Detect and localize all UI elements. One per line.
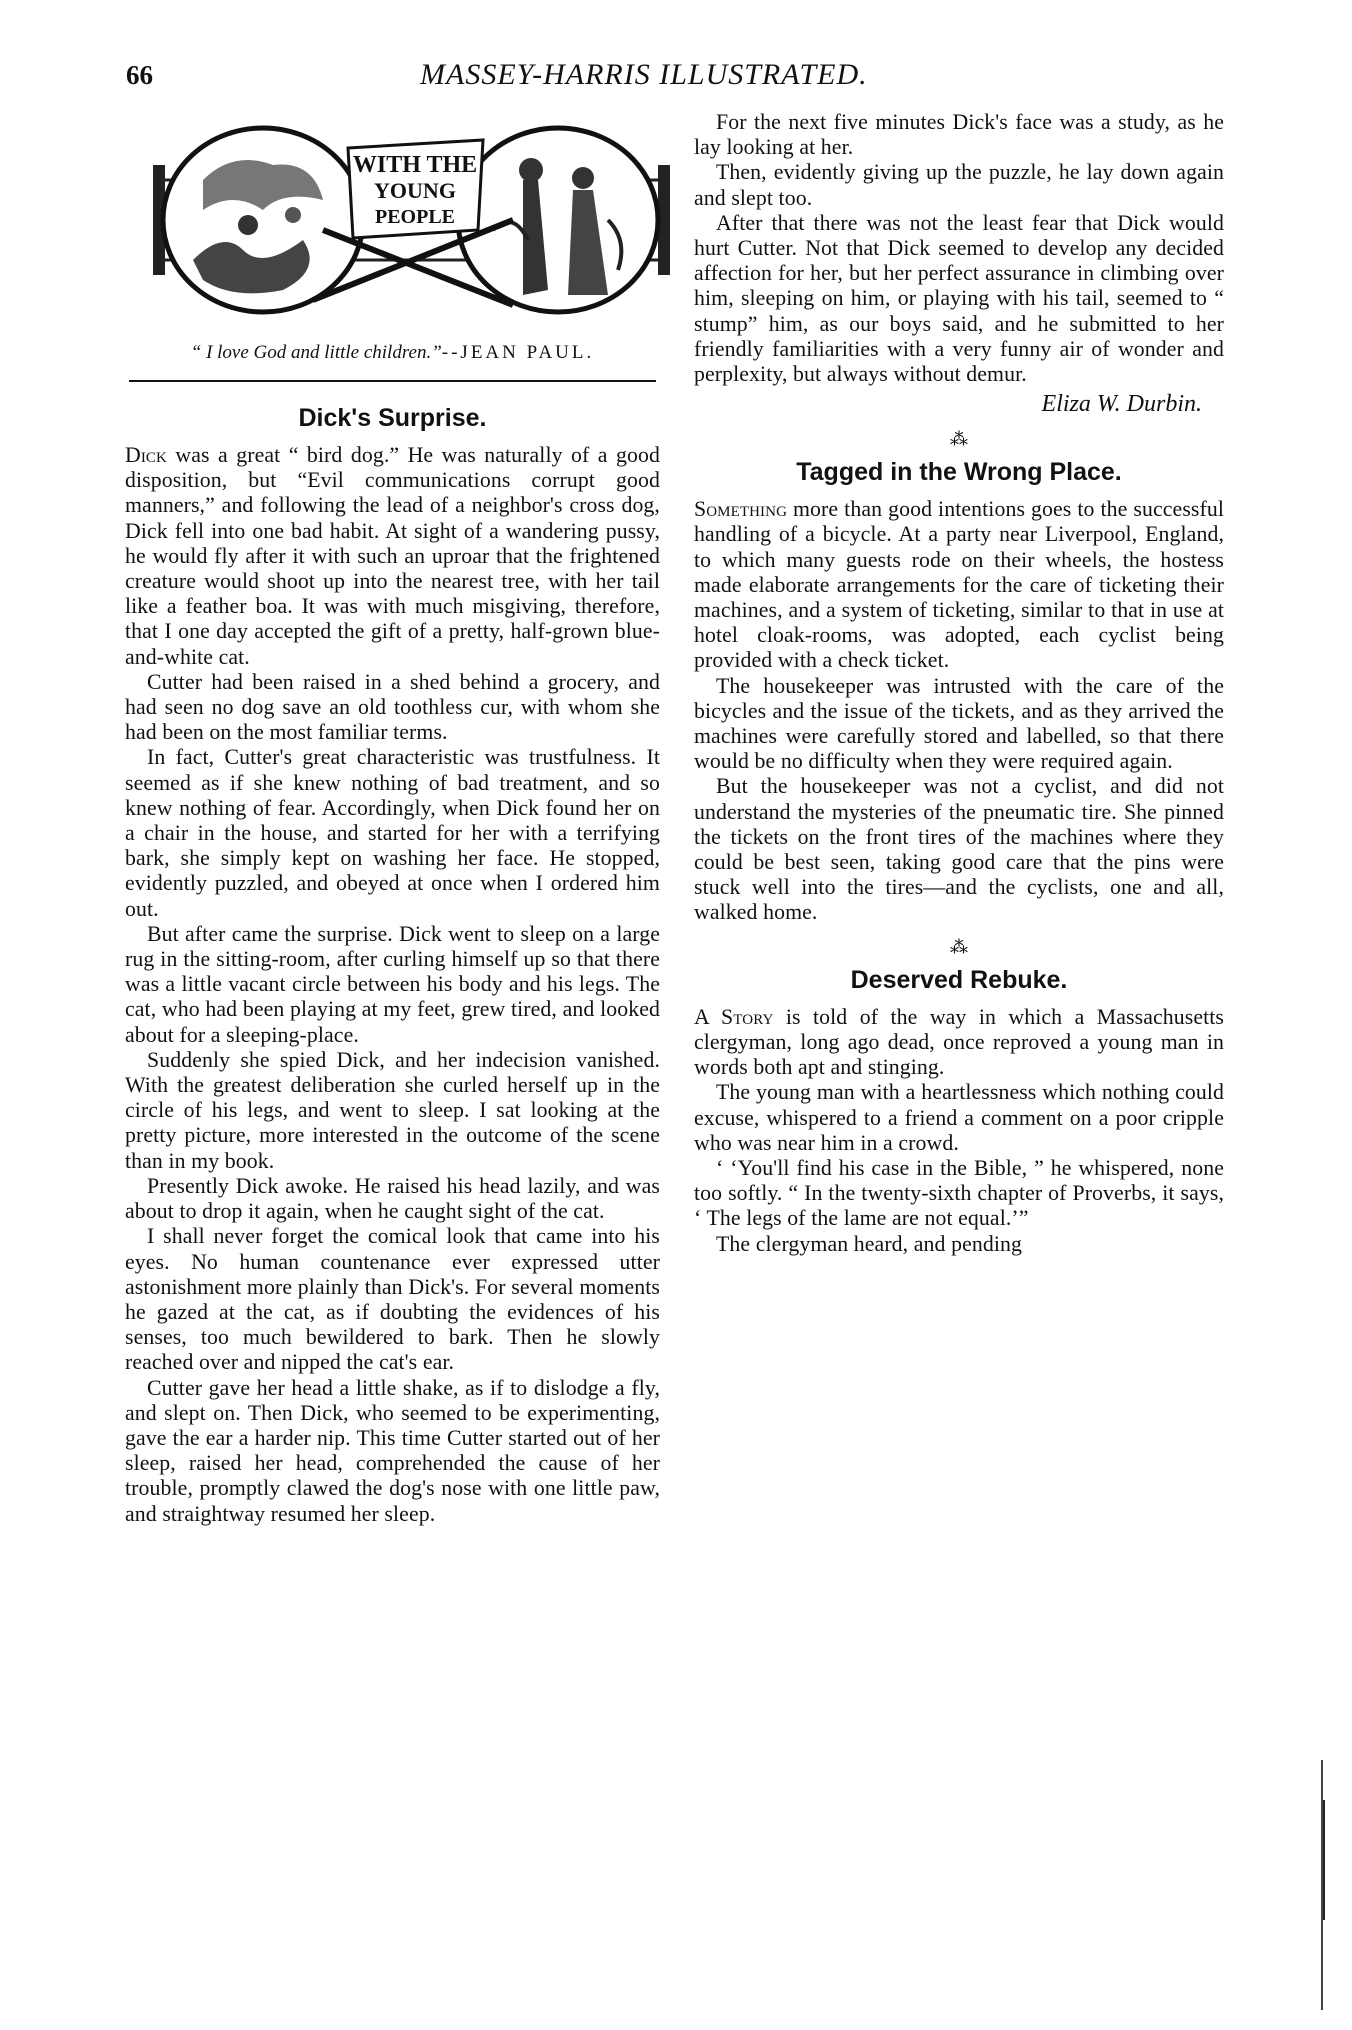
- article-paragraph: The young man with a heartlessness which nothing could excuse, whispered to a friend a comment on a poor cripple who was near him in a crowd.: [694, 1080, 1224, 1155]
- article-paragraph: In fact, Cutter's great characteristic was trustfulness. It seemed as if she knew nothing of bad treatment, and so knew nothing of fear. Accordingly, when Dick found her on a chair in the house, and started for her with a terrifying bark, she simply kept on washing her face. He stopped, evidently puzzled, and obeyed at once when I ordered him out.: [125, 745, 660, 921]
- article-title-dicks-surprise: Dick's Surprise.: [298, 404, 487, 432]
- section-rule: [129, 380, 656, 382]
- article-paragraph: Something more than good intentions goes to the successful handling of a bicycle. At a party near Liverpool, England, to which many guests rode on their wheels, the hostess made elaborate arrangements for the care of ticketing their machines, and a system of ticketing, similar to that in use at hotel cloak-rooms, was adopted, each cyclist being provided with a check ticket.: [694, 497, 1224, 673]
- banner-line-2: YOUNG: [374, 178, 456, 203]
- article-paragraph: But the housekeeper was not a cyclist, and did not understand the mysteries of the pneumatic tire. She pinned the tickets on the front tires of the machines where they could be best seen, taking good care that the pins were stuck well into the tires—and the cyclists, one and all, walked home.: [694, 774, 1224, 925]
- article-paragraph: Cutter had been raised in a shed behind a grocery, and had seen no dog save an old toothless cur, with whom she had been on the most familiar terms.: [125, 669, 660, 745]
- right-column: [694, 110, 1224, 1257]
- epigraph-author: --JEAN PAUL.: [441, 342, 595, 363]
- page-number: 66: [126, 60, 153, 90]
- article-paragraph: The clergyman heard, and pending: [716, 1231, 1023, 1256]
- article-paragraph: A Story is told of the way in which a Massachusetts clergyman, long ago dead, once reproved a young man in words both apt and stinging.: [694, 1004, 1225, 1080]
- left-column: [125, 110, 660, 1527]
- running-head: MASSEY-HARRIS ILLUSTRATED.: [420, 58, 868, 91]
- article-paragraph: After that there was not the least fear that Dick would hurt Cutter. Not that Dick seemed to develop any decided affection for her, but her perfect assurance in climbing over him, sleeping on him, or playing with his tail, seemed to “ stump” him, as our boys said, and he submitted to her friendly familiarities with a very funny air of wonder and perplexity, but always without demur.: [694, 210, 1224, 387]
- banner-illustration: [153, 120, 673, 320]
- epigraph-quote: “ I love God and little children.”: [190, 342, 442, 363]
- lead-word: Dick: [125, 443, 167, 467]
- banner-line-3: PEOPLE: [374, 206, 456, 228]
- epigraph: [125, 342, 660, 364]
- article-paragraph: Presently Dick awoke. He raised his head lazily, and was about to drop it again, when he caught sight of the cat.: [125, 1173, 660, 1224]
- author-signature: Eliza W. Durbin.: [1041, 391, 1202, 418]
- article-paragraph: Dick was a great “ bird dog.” He was naturally of a good disposition, but “Evil communications corrupt good manners,” and following the lead of a neighbor's cross dog, Dick fell into one bad habit. At sight of a wandering pussy, he would fly after it with such an uproar that the frightened creature would shoot up into the nearest tree, with her tail like a feather boa. It was with much misgiving, therefore, that I one day accepted the gift of a pretty, half-grown blue-and-white cat.: [125, 443, 660, 669]
- article-paragraph: The housekeeper was intrusted with the care of the bicycles and the issue of the tickets, and as they arrived the machines were carefully stored and labelled, so that there would be no difficulty when they were required again.: [694, 673, 1224, 774]
- scan-edge-mark: [1320, 1760, 1326, 2010]
- article-paragraph: Cutter gave her head a little shake, as if to dislodge a fly, and slept on. Then Dick, who seemed to be experimenting, gave the ear a harder nip. This time Cutter started out of her sleep, raised her head, comprehended the cause of her trouble, promptly clawed the dog's nose with one little paw, and straightway resumed her sleep.: [125, 1375, 660, 1526]
- article-paragraph: ‘ ‘You'll find his case in the Bible, ” he whispered, none too softly. “ In the twenty-sixth chapter of Proverbs, it says, ‘ The legs of the lame are not equal.’”: [694, 1155, 1224, 1231]
- banner-line-1: WITH THE: [352, 152, 478, 178]
- section-asterism: ⁂: [950, 936, 968, 958]
- article-paragraph: For the next five minutes Dick's face was a study, as he lay looking at her.: [694, 110, 1224, 160]
- article-paragraph: I shall never forget the comical look that came into his eyes. No human countenance ever expressed utter astonishment more plainly than Dick's. For several moments he gazed at the cat, as if doubting the evidences of his senses, too much bewildered to bark. Then he slowly reached over and nipped the cat's ear.: [125, 1224, 660, 1375]
- article-paragraph: But after came the surprise. Dick went to sleep on a large rug in the sitting-room, after curling himself up so that there was a little vacant circle between his body and his legs. The cat, who had been playing at my feet, grew tired, and looked about for a sleeping-place.: [125, 921, 660, 1047]
- article-title-deserved-rebuke: Deserved Rebuke.: [850, 965, 1068, 994]
- section-asterism: ⁂: [950, 429, 968, 451]
- lead-word: Something: [694, 497, 788, 522]
- article-paragraph: Suddenly she spied Dick, and her indecision vanished. With the greatest deliberation she curled herself up in the circle of his legs, and went to sleep. I sat looking at the pretty picture, more interested in the outcome of the scene than in my book.: [125, 1047, 660, 1173]
- article-paragraph: Then, evidently giving up the puzzle, he lay down again and slept too.: [694, 160, 1224, 210]
- lead-word: A Story: [694, 1004, 774, 1029]
- section-banner: [153, 120, 673, 320]
- article-title-tagged: Tagged in the Wrong Place.: [796, 458, 1122, 487]
